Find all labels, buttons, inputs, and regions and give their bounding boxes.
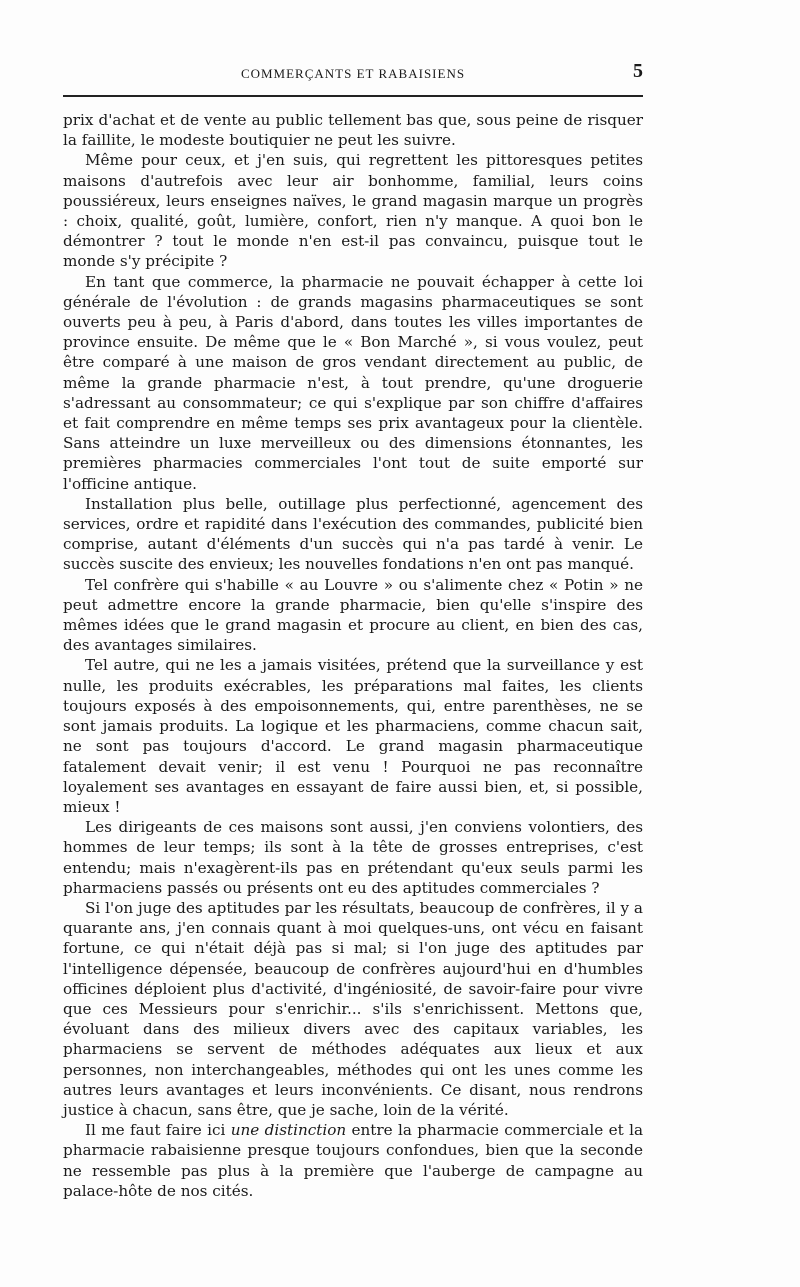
- paragraph: Si l'on juge des aptitudes par les résultats, beaucoup de confrères, il y a quarante ans, j'en connais quant à moi quelques-uns, ont vécu en faisant fortune, ce qui n'était déjà pas si mal; si l'on juge des aptitudes par l'intelligence dépensée, beaucoup de confrères aujourd'hui en d'humbles officines déploient plus d'activité, d'ingéniosité, de savoir-faire pour vivre que ces Messieurs pour s'enrichir... s'ils s'enrichissent. Mettons que, évoluant dans des milieux divers avec des capitaux variables, les pharmaciens se servent de méthodes adéquates aux lieux et aux personnes, non interchangeables, méthodes qui ont les unes comme les autres leurs avantages et leurs inconvénients. Ce disant, nous rendrons justice à chacun, sans être, que je sache, loin de la vérité.: [63, 898, 643, 1119]
- paragraph: Les dirigeants de ces maisons sont aussi, j'en conviens volontiers, des hommes de leur temps; ils sont à la tête de grosses entreprises, c'est entendu; mais n'exagèrent-ils pas en prétendant qu'eux seuls parmi les pharmaciens passés ou présents ont eu des aptitudes commerciales ?: [63, 818, 643, 897]
- page-body: [63, 110, 643, 1201]
- paragraph: Installation plus belle, outillage plus perfectionné, agencement des services, ordre et rapidité dans l'exécution des commandes, publicité bien comprise, autant d'éléments d'un succès qui n'a pas tardé à venir. Le succès suscite des envieux; les nouvelles fondations n'en ont pas manqué.: [63, 494, 643, 574]
- emphasis-text: une distinction: [230, 1121, 347, 1140]
- paragraph: Tel autre, qui ne les a jamais visitées, prétend que la surveillance y est nulle, les produits exécrables, les préparations mal faites, les clients toujours exposés à des empoisonnements, qui, entre parenthèses, ne se sont jamais produits. La logique et les pharmaciens, comme chacun sait, ne sont pas toujours d'accord. Le grand magasin pharmaceutique fatalement devait venir; il est venu ! Pourquoi ne pas reconnaître loyalement ses avantages en essayant de faire aussi bien, et, si possible, mieux !: [63, 656, 643, 816]
- paragraph: Tel confrère qui s'habille « au Louvre » ou s'alimente chez « Potin » ne peut admettre encore la grande pharmacie, bien qu'elle s'inspire des mêmes idées que le grand magasin et procure au client, en bien des cas, des avantages similaires.: [63, 575, 643, 655]
- paragraph: prix d'achat et de vente au public tellement bas que, sous peine de risquer la faillite, le modeste boutiquier ne peut les suivre.: [63, 111, 643, 150]
- header-rule: [63, 95, 643, 97]
- paragraph: En tant que commerce, la pharmacie ne pouvait échapper à cette loi générale de l'évolution : de grands magasins pharmaceutiques se sont ouverts peu à peu, à Paris d'abord, dans toutes les villes importantes de province ensuite. De même que le « Bon Marché », si vous voulez, peut être comparé à une maison de gros vendant directement au public, de même la grande pharmacie n'est, à tout prendre, qu'une droguerie s'adressant au consommateur; ce qui s'explique par son chiffre d'affaires et fait comprendre en même temps ses prix avantageux pour la clientèle. Sans atteindre un luxe merveilleux ou des dimensions étonnantes, les premières pharmacies commerciales l'ont tout de suite emporté sur l'officine antique.: [63, 272, 643, 493]
- paragraph-last: [63, 1120, 643, 1201]
- paragraph-text: entre la pharmacie commerciale et la pharmacie rabaisienne presque toujours confondues, bien que la seconde ne ressemble pas plus à la première que l'auberge de campagne au palace-hôte de nos cités.: [63, 1121, 643, 1200]
- running-title: COMMERÇANTS ET RABAISIENS: [240, 66, 466, 81]
- page-number: 5: [633, 60, 643, 82]
- paragraph-text: Il me faut faire ici: [85, 1121, 231, 1140]
- page-header: [63, 58, 643, 92]
- paragraph: Même pour ceux, et j'en suis, qui regrettent les pittoresques petites maisons d'autrefois avec leur air bonhomme, familial, leurs coins poussiéreux, leurs enseignes naïves, le grand magasin marque un progrès : choix, qualité, goût, lumière, confort, rien n'y manque. A quoi bon le démontrer ? tout le monde n'en est-il pas convaincu, puisque tout le monde s'y précipite ?: [63, 151, 643, 271]
